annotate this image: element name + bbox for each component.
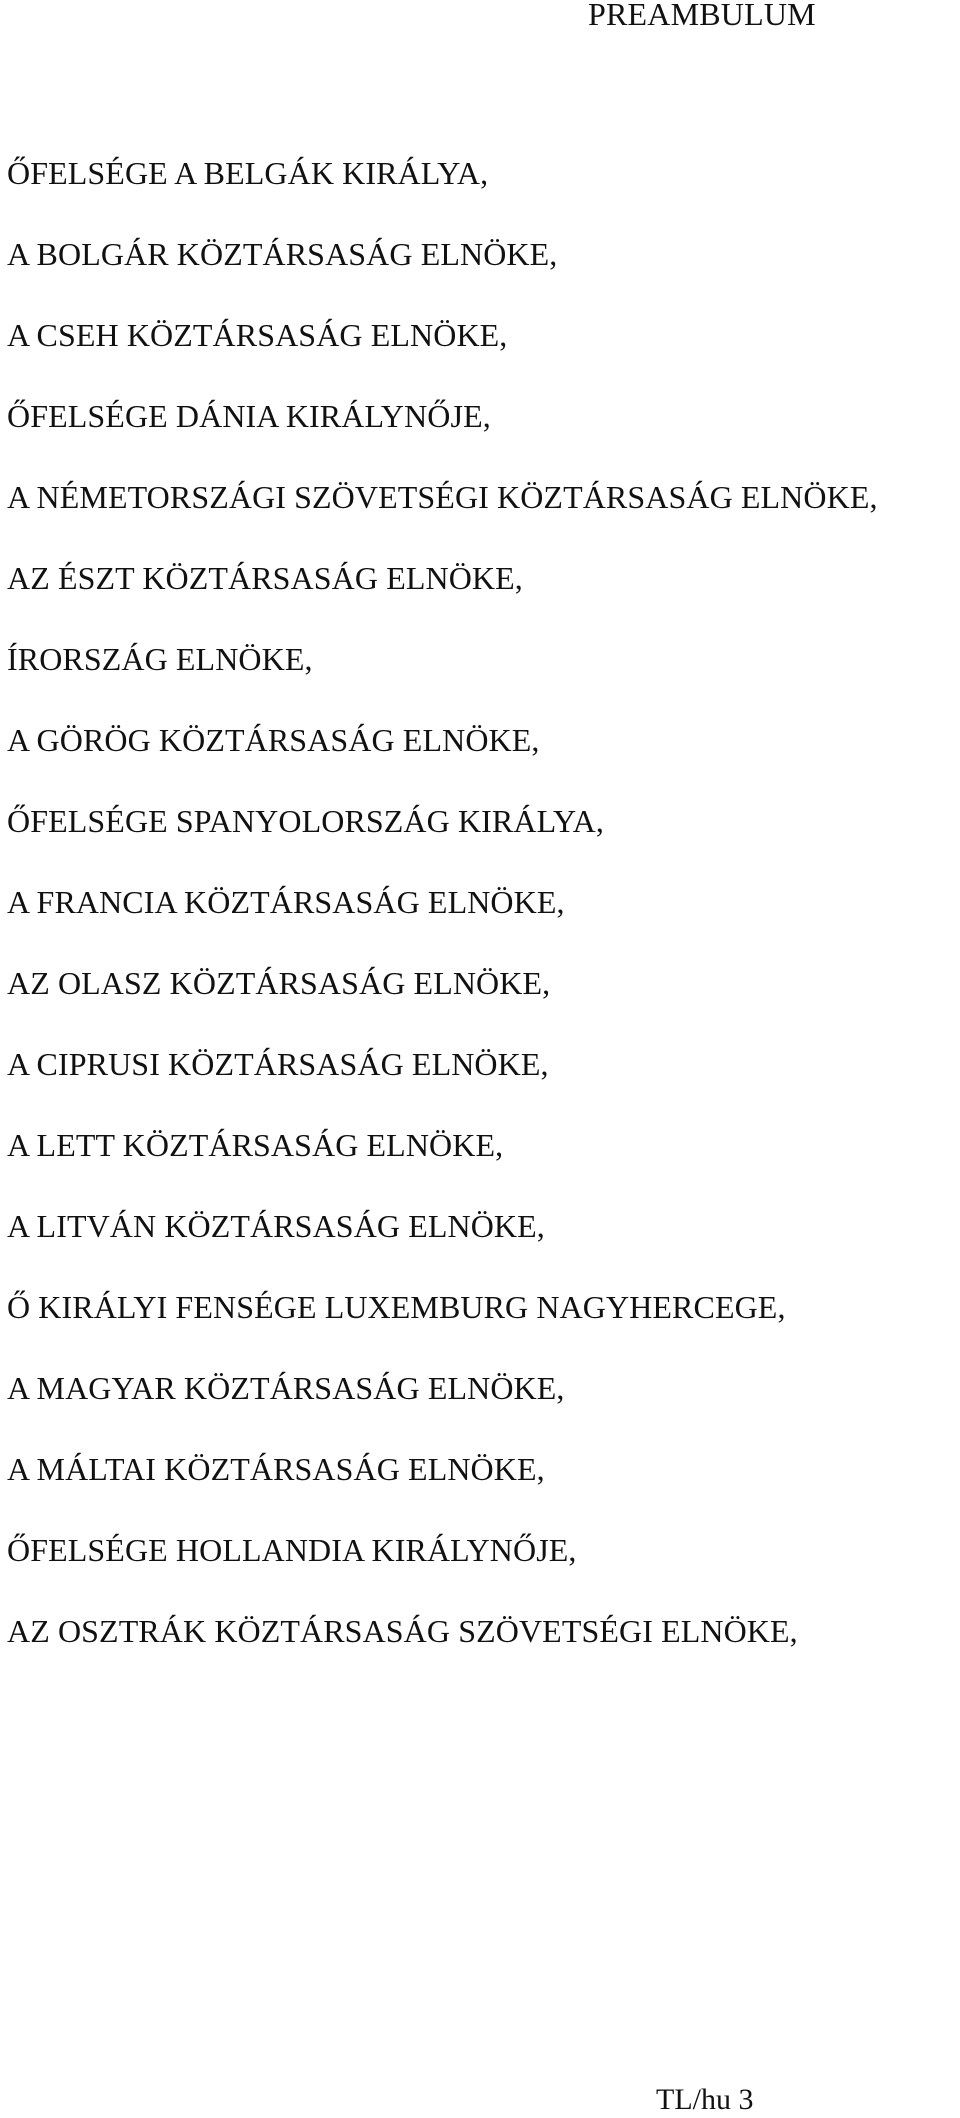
- party-line: A CSEH KÖZTÁRSASÁG ELNÖKE,: [7, 317, 508, 353]
- party-line: A LETT KÖZTÁRSASÁG ELNÖKE,: [7, 1127, 504, 1163]
- party-line: A LITVÁN KÖZTÁRSASÁG ELNÖKE,: [7, 1208, 545, 1244]
- party-line: ŐFELSÉGE SPANYOLORSZÁG KIRÁLYA,: [7, 803, 604, 839]
- party-line: ŐFELSÉGE A BELGÁK KIRÁLYA,: [7, 155, 489, 191]
- party-line: A GÖRÖG KÖZTÁRSASÁG ELNÖKE,: [7, 722, 540, 758]
- party-line: AZ OSZTRÁK KÖZTÁRSASÁG SZÖVETSÉGI ELNÖKE,: [7, 1613, 798, 1649]
- party-line: A FRANCIA KÖZTÁRSASÁG ELNÖKE,: [7, 884, 565, 920]
- party-line: A CIPRUSI KÖZTÁRSASÁG ELNÖKE,: [7, 1046, 549, 1082]
- party-line: A MAGYAR KÖZTÁRSASÁG ELNÖKE,: [7, 1370, 565, 1406]
- contracting-parties-list: [7, 153, 878, 1692]
- party-line: AZ OLASZ KÖZTÁRSASÁG ELNÖKE,: [7, 965, 551, 1001]
- page-heading: PREAMBULUM: [588, 0, 816, 32]
- party-line: A BOLGÁR KÖZTÁRSASÁG ELNÖKE,: [7, 236, 558, 272]
- party-line: ŐFELSÉGE DÁNIA KIRÁLYNŐJE,: [7, 398, 491, 434]
- party-line: AZ ÉSZT KÖZTÁRSASÁG ELNÖKE,: [7, 560, 523, 596]
- party-line: A MÁLTAI KÖZTÁRSASÁG ELNÖKE,: [7, 1451, 545, 1487]
- party-line: A NÉMETORSZÁGI SZÖVETSÉGI KÖZTÁRSASÁG ELNÖKE,: [7, 479, 878, 515]
- party-line: Ő KIRÁLYI FENSÉGE LUXEMBURG NAGYHERCEGE,: [7, 1289, 786, 1325]
- page-reference: TL/hu 3: [656, 2083, 754, 2116]
- party-line: ÍRORSZÁG ELNÖKE,: [7, 641, 313, 677]
- party-line: ŐFELSÉGE HOLLANDIA KIRÁLYNŐJE,: [7, 1532, 577, 1568]
